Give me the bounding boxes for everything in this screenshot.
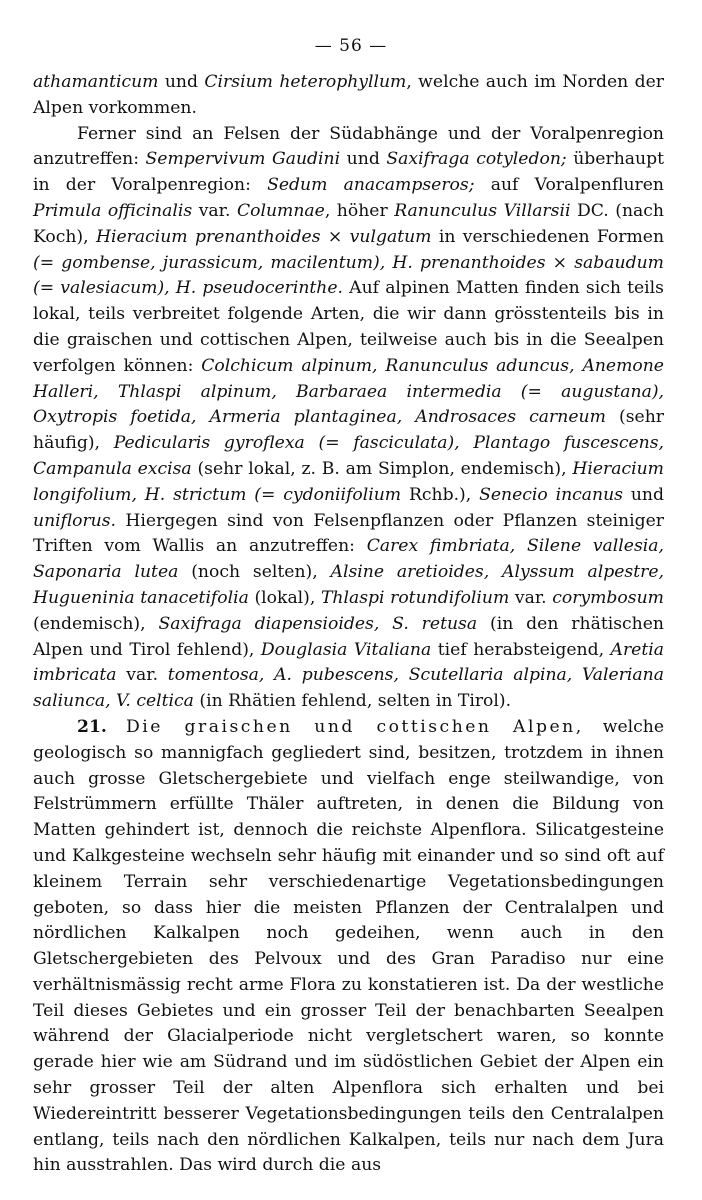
species-name: Douglasia Vitaliana [260,639,432,660]
species-name: Saxifraga cotyledon; [386,149,567,170]
species-name: Cirsium heterophyllum [204,72,407,92]
species-name: Primula officinalis [33,200,193,221]
species-name: corymbosum [552,587,664,608]
species-name: uniflorus. [33,510,117,531]
page-number: — 56 — [314,36,388,56]
paragraph: Ferner sind an Felsen der Südabhänge und der Voralpenregion anzutreffen: Sempervivum Gaudini und Saxifraga cotyledon; überhaupt in der Voralpenregion: Sedum anacampseros; auf Voralpenfluren Primula officinalis var. Columnae, höher Ranunculus Villarsii DC. (nach Koch), Hieracium prenanthoides × vulgatum in verschiedenen Formen (= gombense, jurassicum, macilentum), H. prenanthoides × sabaudum (= valesiacum), H. pseudocerinthe. Auf alpinen Matten finden sich teils lokal, teils verbreitet folgende Arten, die wir dann grösstenteils bis in die graischen und cottischen Alpen, teilweise auch bis in die Seealpen verfolgen können: Colchicum alpinum, Ranunculus aduncus, Anemone Halleri, Thlaspi alpinum, Barbaraea intermedia (= augustana), Oxytropis foetida, Armeria plantaginea, Androsaces carneum (sehr häufig), Pedicularis gyroflexa (= fasciculata), Plantago fuscescens, Campanula excisa (sehr lokal, z. B. am Simplon, endemisch), Hieracium longifolium, H. strictum (= cydoniifolium Rchb.), Senecio incanus und uniflorus. Hiergegen sind von Felsenpflanzen oder Pflanzen steiniger Triften vom Wallis an anzutreffen: Carex fimbriata, Silene vallesia, Saponaria lutea (noch selten), Alsine aretioides, Alyssum alpestre, Hugueninia tanacetifolia (lokal), Thlaspi rotundifolium var. corymbosum (endemisch), Saxifraga diapensioides, S. retusa (in den rhätischen Alpen und Tirol fehlend), Douglasia Vitaliana tief herabsteigend, Aretia imbricata var. tomentosa, A. pubescens, Scutellaria alpina, Valeriana saliunca, V. celtica (in Rhätien fehlend, selten in Tirol). [33,123,665,712]
species-name: Thlaspi rotundifolium [320,587,510,608]
species-name: Aretia imbricata [33,639,664,686]
species-name: Columnae [236,200,325,221]
species-name: Hieracium prenanthoides × vulgatum [95,226,432,247]
species-name: athamanticum [33,72,159,92]
body-text [33,70,664,1179]
species-name: (= gombense, jurassicum, macilentum), H. prenanthoides × sabaudum (= valesiacum), H. pseudocerinthe. [33,252,664,299]
species-name: Sempervivum Gaudini [145,149,341,170]
section-heading: Die graischen und cottischen Alpen, [125,716,584,737]
species-name: tomentosa, A. pubescens, Scutellaria alpina, Valeriana saliunca, V. celtica [33,665,664,712]
species-name: Colchicum alpinum, Ranunculus aduncus, Anemone Halleri, Thlaspi alpinum, Barbaraea intermedia (= augustana), Oxytropis foetida, Armeria plantaginea, Androsaces carneum [33,355,664,428]
species-name: Carex fimbriata, Silene vallesia, Saponaria lutea [33,536,665,583]
species-name: Alsine aretioides, Alyssum alpestre, Hugueninia tanacetifolia [33,562,665,608]
section-number: 21. [77,716,107,737]
species-name: Pedicularis gyroflexa (= fasciculata), Plantago fuscescens, Campanula excisa [33,433,664,479]
species-name: Hieracium longifolium, H. strictum (= cydoniifolium [33,458,664,505]
paragraph: athamanticum und Cirsium heterophyllum, welche auch im Norden der Alpen vorkommen. [33,72,664,118]
species-name: Senecio incanus [479,484,623,505]
species-name: Ranunculus Villarsii [394,200,571,221]
species-name: Saxifraga diapensioides, S. retusa [158,613,478,634]
species-name: Sedum anacampseros; [267,175,475,196]
paragraph: 21. Die graischen und cottischen Alpen, welche geologisch so mannigfach gegliedert sind, besitzen, trotzdem in ihnen auch grosse Gletschergebiete und vielfach enge steilwandige, von Felstrümmern erfüllte Thäler auftreten, in denen die Bildung von Matten gehindert ist, dennoch die reichste Alpenflora. Silicatgesteine und Kalkgesteine wechseln sehr häufig mit einander und so sind oft auf kleinem Terrain sehr verschiedenartige Vegetationsbedingungen geboten, so dass hier die meisten Pflanzen der Centralalpen und nördlichen Kalkalpen noch gedeihen, wenn auch in den Gletschergebieten des Pelvoux und des Gran Paradiso nur eine verhältnismässig recht arme Flora zu konstatieren ist. Da der westliche Teil dieses Gebietes und ein grosser Teil der benachbarten Seealpen während der Glacialperiode nicht vergletschert waren, so konnte gerade hier wie am Südrand und im südöstlichen Gebiet der Alpen ein sehr grosser Teil der alten Alpenflora sich erhalten und bei Wiedereintritt besserer Vegetationsbedingungen teils den Centralalpen entlang, teils nach den nördlichen Kalkalpen, teils nur nach dem Jura hin ausstrahlen. Das wird durch die aus [33,716,664,1176]
